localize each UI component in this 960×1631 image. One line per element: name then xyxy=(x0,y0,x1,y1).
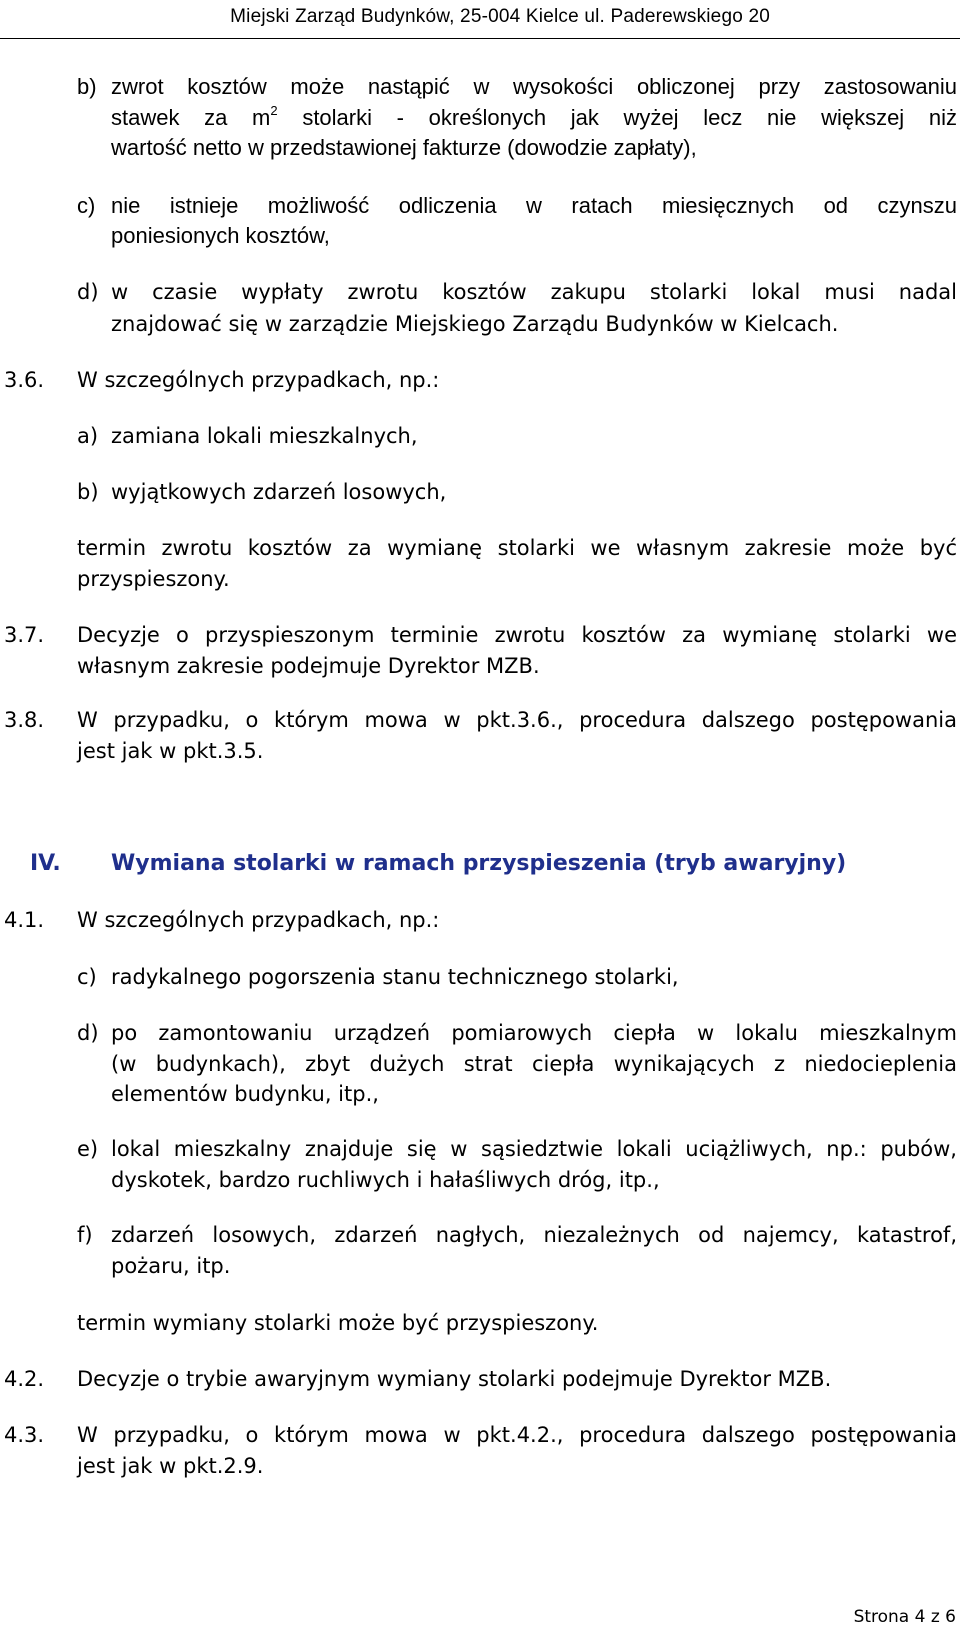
section-number: 4.2. xyxy=(4,1367,45,1391)
paragraph-line: Decyzje o przyspieszonym terminie zwrotu kosztów za wymianę stolarki we xyxy=(77,623,957,647)
item-marker: e) xyxy=(77,1137,99,1161)
paragraph-line: W przypadku, o którym mowa w pkt.4.2., procedura dalszego postępowania xyxy=(77,1423,957,1447)
item-d-line2: znajdować się w zarządzie Miejskiego Zarządu Budynków w Kielcach. xyxy=(111,312,839,336)
list-item-line: zdarzeń losowych, zdarzeń nagłych, niezależnych od najemcy, katastrof, xyxy=(111,1223,957,1247)
paragraph: termin wymiany stolarki może być przyspieszony. xyxy=(77,1311,599,1335)
item-b-line2-b: stolarki - określonych jak wyżej lecz nie większej niż xyxy=(302,105,957,130)
list-item: wyjątkowych zdarzeń losowych, xyxy=(111,480,447,504)
item-b-line2-a: stawek za m xyxy=(111,105,271,130)
paragraph-line: jest jak w pkt.3.5. xyxy=(77,739,264,763)
superscript: 2 xyxy=(270,103,278,118)
list-item-line: dyskotek, bardzo ruchliwych i hałaśliwych dróg, itp., xyxy=(111,1168,660,1192)
section-heading-title: Wymiana stolarki w ramach przyspieszenia (tryb awaryjny) xyxy=(111,851,847,876)
item-marker: b) xyxy=(77,74,97,99)
item-b-line3: wartość netto w przedstawionej fakturze (dowodzie zapłaty), xyxy=(111,135,697,160)
list-item-line: pożaru, itp. xyxy=(111,1254,231,1278)
paragraph-line: jest jak w pkt.2.9. xyxy=(77,1454,264,1478)
paragraph: W szczególnych przypadkach, np.: xyxy=(77,908,440,932)
item-marker: c) xyxy=(77,965,97,989)
item-marker: c) xyxy=(77,193,96,218)
item-marker: d) xyxy=(77,1021,99,1045)
page-number: Strona 4 z 6 xyxy=(853,1607,956,1627)
list-item-line: (w budynkach), zbyt dużych strat ciepła wynikających z niedocieplenia xyxy=(111,1052,957,1076)
header-text: Miejski Zarząd Budynków, 25-004 Kielce ul. Paderewskiego 20 xyxy=(230,6,770,27)
list-item-line: lokal mieszkalny znajduje się w sąsiedztwie lokali uciążliwych, np.: pubów, xyxy=(111,1137,957,1161)
item-marker: f) xyxy=(77,1223,93,1247)
section-number: 3.7. xyxy=(4,623,45,647)
paragraph: W szczególnych przypadkach, np.: xyxy=(77,368,440,392)
paragraph-line: przyspieszony. xyxy=(77,567,230,591)
item-d-line1: w czasie wypłaty zwrotu kosztów zakupu stolarki lokal musi nadal xyxy=(111,280,957,304)
item-b-line1: zwrot kosztów może nastąpić w wysokości obliczonej przy zastosowaniu xyxy=(111,74,957,99)
section-number: 4.3. xyxy=(4,1423,45,1447)
list-item-line: elementów budynku, itp., xyxy=(111,1082,379,1106)
paragraph: Decyzje o trybie awaryjnym wymiany stolarki podejmuje Dyrektor MZB. xyxy=(77,1367,832,1391)
list-item-line: po zamontowaniu urządzeń pomiarowych ciepła w lokalu mieszkalnym xyxy=(111,1021,957,1045)
item-c-line2: poniesionych kosztów, xyxy=(111,223,330,248)
item-b-line2 xyxy=(111,104,957,132)
section-number: 3.8. xyxy=(4,708,45,732)
paragraph-line: W przypadku, o którym mowa w pkt.3.6., procedura dalszego postępowania xyxy=(77,708,957,732)
item-marker: a) xyxy=(77,424,99,448)
item-marker: d) xyxy=(77,280,99,304)
paragraph-line: termin zwrotu kosztów za wymianę stolarki we własnym zakresie może być xyxy=(77,536,957,560)
section-heading-number: IV. xyxy=(30,851,61,876)
item-marker: b) xyxy=(77,480,99,504)
paragraph-line: własnym zakresie podejmuje Dyrektor MZB. xyxy=(77,654,540,678)
page-header xyxy=(0,0,960,39)
section-number: 4.1. xyxy=(4,908,45,932)
list-item: radykalnego pogorszenia stanu technicznego stolarki, xyxy=(111,965,679,989)
list-item: zamiana lokali mieszkalnych, xyxy=(111,424,418,448)
item-c-line1: nie istnieje możliwość odliczenia w ratach miesięcznych od czynszu xyxy=(111,193,957,218)
section-number: 3.6. xyxy=(4,368,45,392)
